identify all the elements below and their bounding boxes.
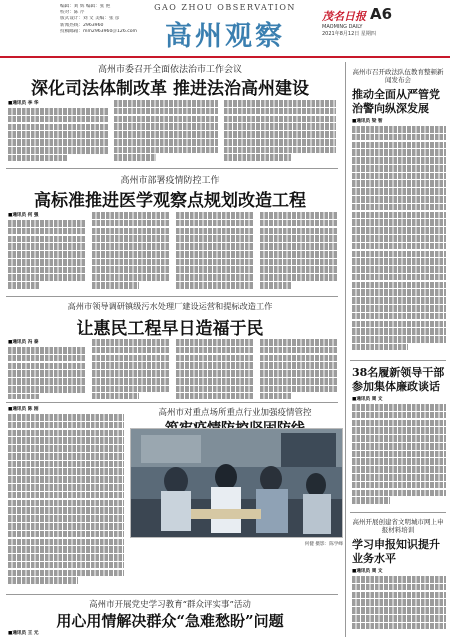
story3-byline: ■通讯员 冯 泰 <box>8 340 39 345</box>
right3-kicker: 高州开展创建省文明城市网上申报材料培训 <box>352 518 444 534</box>
right1-kicker: 高州市召开政法队伍教育整顿新闻发布会 <box>352 68 444 84</box>
photo-caption: 何健 摄影：陈学峰 <box>304 542 343 547</box>
right2-text <box>352 404 446 508</box>
edition-line: 2021年8月12日 星期四 <box>322 31 376 37</box>
divider <box>350 512 446 513</box>
story2-text-col2 <box>92 212 170 290</box>
story5-byline: ■通讯员 王 元 <box>8 631 39 636</box>
story3-text-col1 <box>8 347 86 399</box>
story4-kicker: 高州市对重点场所重点行业加强疫情管控 <box>158 408 312 418</box>
editor-line: 投稿邮箱：mm2963960＠126.com <box>60 28 138 34</box>
photo-illustration <box>131 429 343 538</box>
story5-headline: 用心用情解决群众“急难愁盼”问题 <box>56 612 284 630</box>
story2-text-col3 <box>176 212 254 290</box>
story3-headline: 让惠民工程早日造福于民 <box>76 319 264 339</box>
edition-line: MAOMING DAILY <box>322 24 363 30</box>
story1-text-col2 <box>114 100 218 164</box>
newspaper-logo: 茂名日报 <box>322 10 366 23</box>
story2-text-col4 <box>260 212 338 290</box>
story2-headline: 高标准推进医学观察点规划改造工程 <box>34 191 306 211</box>
right3-text <box>352 576 446 636</box>
right1-headline: 推动全面从严管党治警向纵深发展 <box>352 88 440 115</box>
story1-kicker: 高州市委召开全面依法治市工作会议 <box>97 65 242 75</box>
editor-line: 新闻热线：2963960 <box>60 22 104 28</box>
story4-text-col1 <box>8 414 124 592</box>
page-number: A6 <box>370 5 393 23</box>
right2-headline: 38名履新领导干部参加集体廉政谈话 <box>352 366 445 393</box>
story1-headline: 深化司法体制改革 推进法治高州建设 <box>31 79 309 99</box>
editor-line: 编辑：刘 辉 编辑：张 艳 <box>60 4 111 9</box>
right1-byline: ■通讯员 梁 智 <box>352 119 383 124</box>
column-divider <box>345 62 346 637</box>
news-photo <box>130 428 343 538</box>
story3-kicker: 高州市领导调研镇级污水处理厂建设运营和提标改造工作 <box>67 301 273 311</box>
story1-byline: ■通讯员 李 华 <box>8 101 39 106</box>
divider <box>6 296 338 297</box>
section-title: 高州观察 <box>165 21 285 52</box>
story2-byline: ■通讯员 何 强 <box>8 213 39 218</box>
divider <box>6 594 338 595</box>
story1-text-col3 <box>224 100 336 164</box>
section-title-english: GAO ZHOU OBSERVATION <box>154 3 296 12</box>
story2-kicker: 高州市部署疫情防控工作 <box>120 176 220 186</box>
editor-line: 版式设计：刘 文 美编：张 彦 <box>60 16 120 22</box>
story2-text-col1 <box>8 220 86 290</box>
masthead <box>0 0 450 58</box>
story3-text-col4 <box>260 339 338 399</box>
story3-text-col3 <box>176 339 254 399</box>
story1-text-col1 <box>8 108 108 164</box>
right3-headline: 学习申报知识提升业务水平 <box>352 538 440 565</box>
divider <box>6 168 338 169</box>
story3-text-col2 <box>92 339 170 399</box>
editor-line: 校对：陈 芹 <box>60 10 85 16</box>
right3-byline: ■通讯员 周 文 <box>352 569 383 574</box>
divider <box>6 402 338 403</box>
divider <box>350 360 446 361</box>
story4-byline: ■通讯员 陈 刚 <box>8 407 39 412</box>
right2-byline: ■通讯员 周 文 <box>352 397 383 402</box>
right1-text <box>352 126 446 356</box>
edition-info <box>322 24 442 38</box>
story5-kicker: 高州市开展党史学习教育“群众评实事”活动 <box>89 600 251 610</box>
